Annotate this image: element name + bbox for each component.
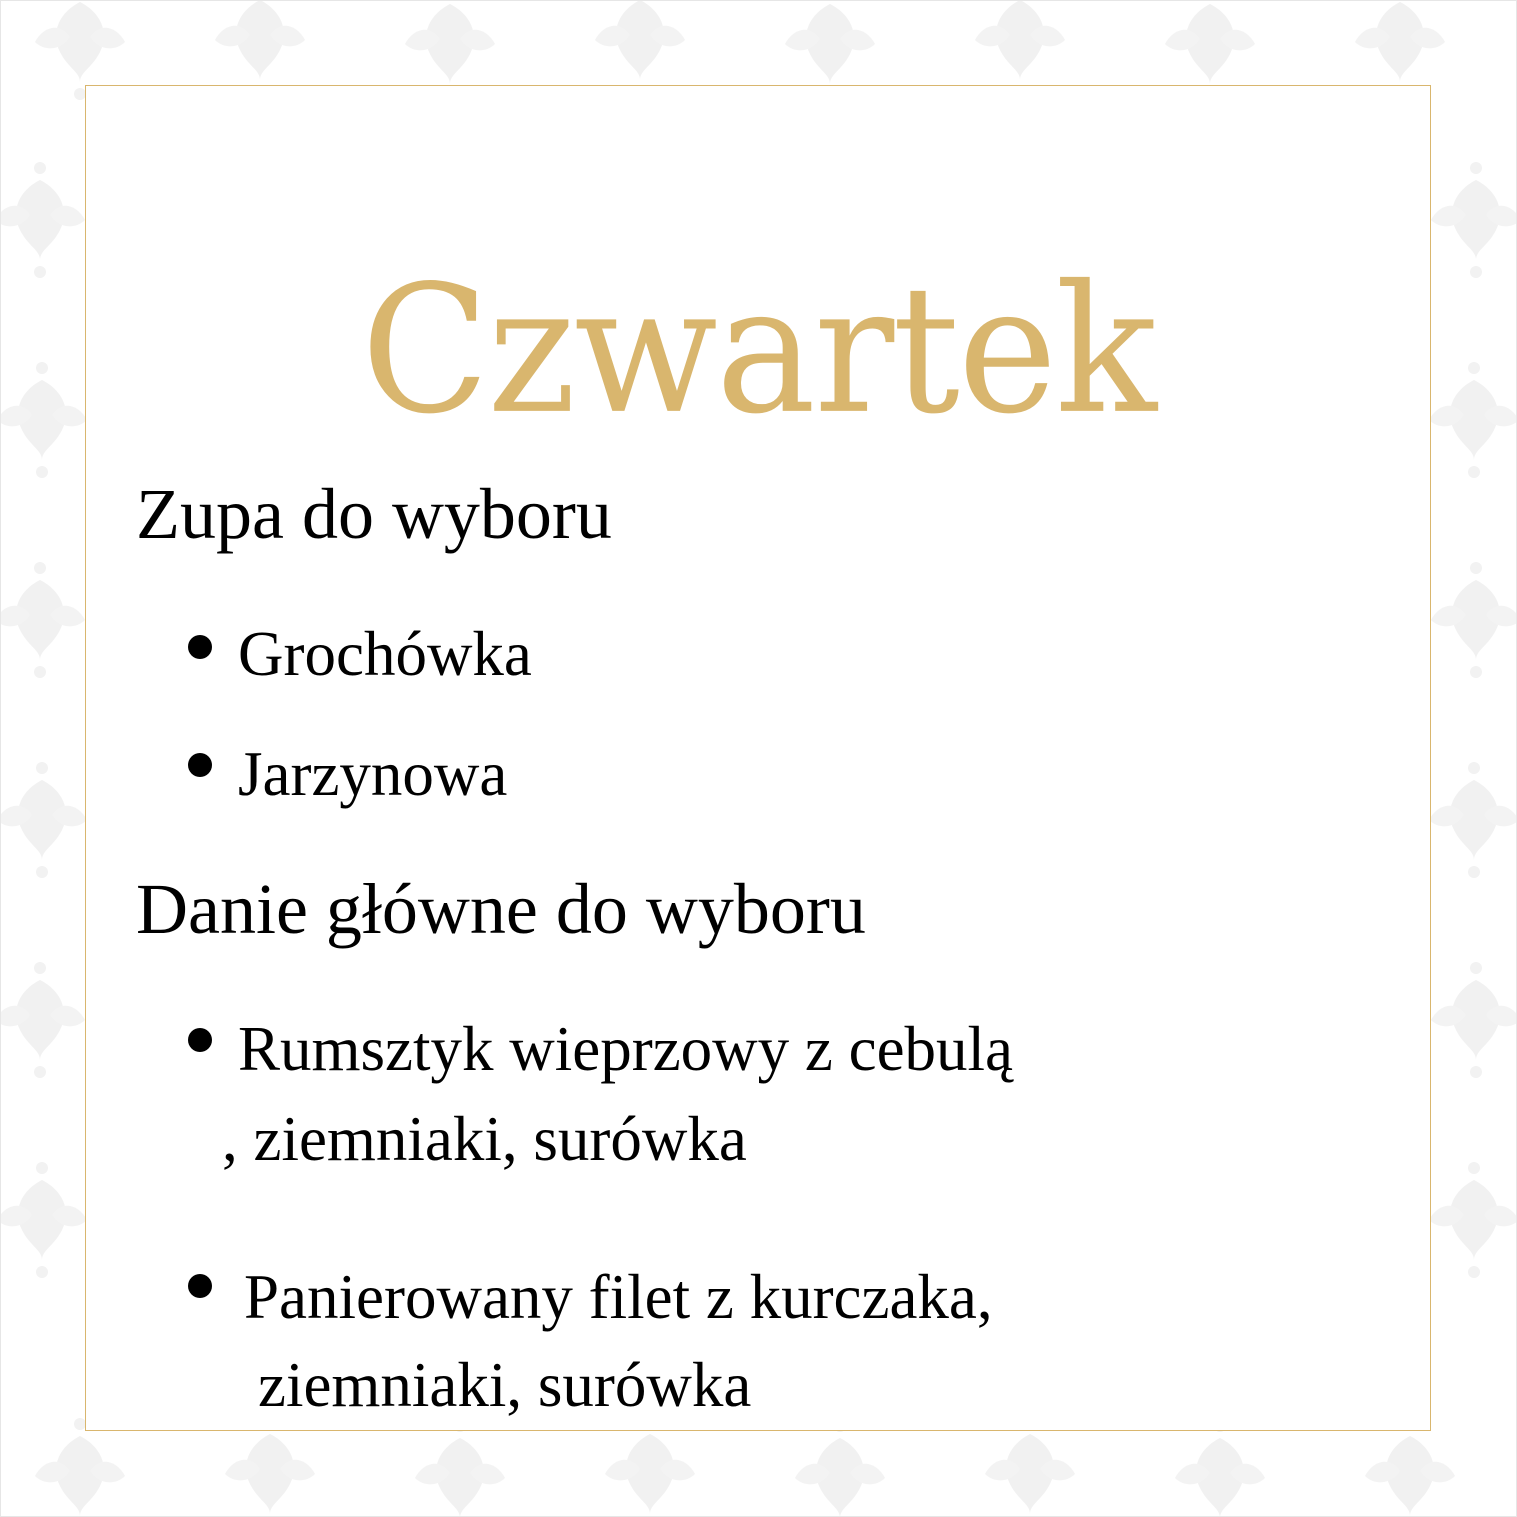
soup-item-label: Grochówka	[238, 619, 532, 689]
soup-item-label: Jarzynowa	[238, 739, 508, 809]
bullet-icon	[188, 1274, 212, 1298]
bullet-icon	[188, 1028, 212, 1052]
day-title: Czwartek	[360, 247, 1156, 453]
main-dish-line-2: , ziemniaki, surówka	[222, 1104, 747, 1174]
bullet-icon	[188, 635, 212, 659]
menu-card	[85, 85, 1431, 1431]
bullet-icon	[188, 753, 212, 777]
main-dish-line-2: ziemniaki, surówka	[258, 1350, 752, 1420]
main-dish-heading: Danie główne do wyboru	[136, 869, 866, 949]
main-dish-line-1: Panierowany filet z kurczaka,	[244, 1262, 993, 1332]
main-dish-line-1: Rumsztyk wieprzowy z cebulą	[238, 1014, 1014, 1084]
soup-heading: Zupa do wyboru	[136, 474, 612, 554]
